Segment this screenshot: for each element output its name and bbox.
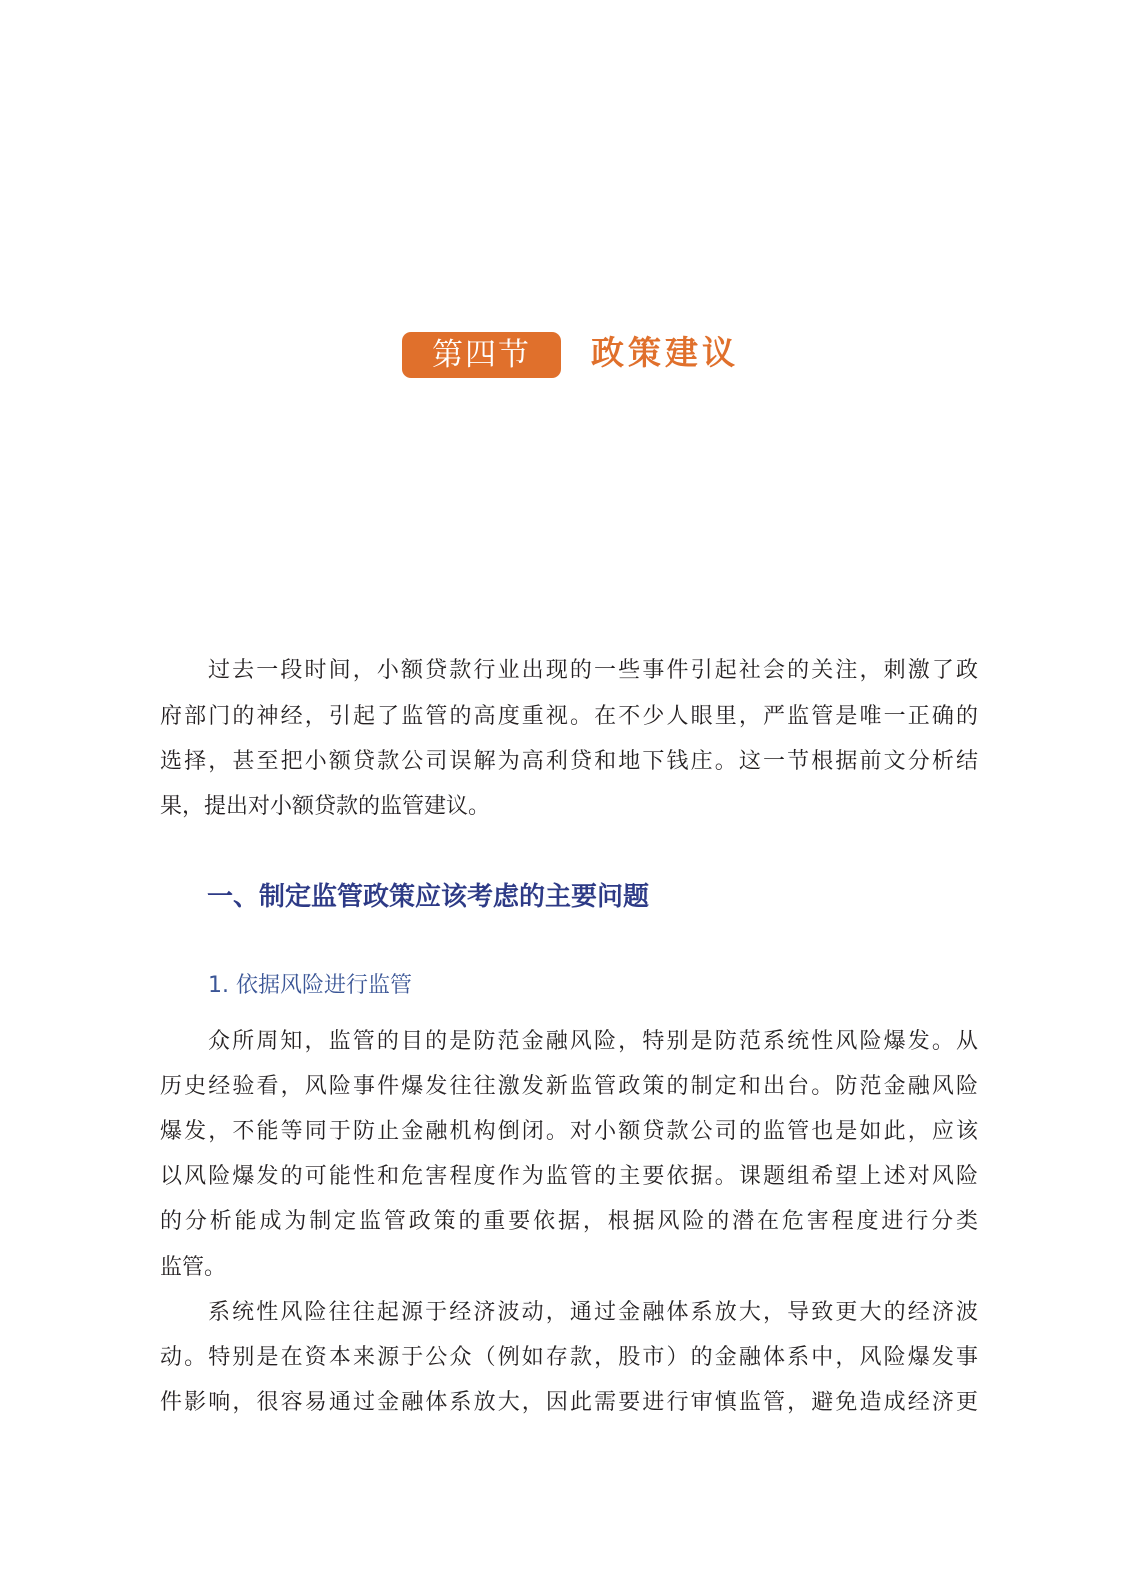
paragraph-line: 果，提出对小额贷款的监管建议。 [160,794,491,819]
paragraph-line: 选择，甚至把小额贷款公司误解为高利贷和地下钱庄。这一节根据前文分析结 [160,749,978,774]
paragraph-line: 的分析能成为制定监管政策的重要依据，根据风险的潜在危害程度进行分类 [160,1209,978,1234]
heading-level-3: 1. 依据风险进行监管 [208,973,412,998]
paragraph-line: 件影响，很容易通过金融体系放大，因此需要进行审慎监管，避免造成经济更 [160,1390,978,1415]
paragraph-line: 府部门的神经，引起了监管的高度重视。在不少人眼里，严监管是唯一正确的 [160,704,978,729]
paragraph-line: 系统性风险往往起源于经济波动，通过金融体系放大，导致更大的经济波 [208,1300,978,1325]
section-title: 政策建议 [591,333,739,372]
section-number-badge: 第四节 [402,332,561,378]
paragraph-line: 监管。 [160,1255,227,1280]
heading-level-2: 一、制定监管政策应该考虑的主要问题 [207,882,650,912]
paragraph-line: 众所周知，监管的目的是防范金融风险，特别是防范系统性风险爆发。从 [208,1029,978,1054]
paragraph-line: 以风险爆发的可能性和危害程度作为监管的主要依据。课题组希望上述对风险 [160,1164,978,1189]
paragraph-line: 过去一段时间，小额贷款行业出现的一些事件引起社会的关注，刺激了政 [208,658,978,683]
paragraph-line: 爆发，不能等同于防止金融机构倒闭。对小额贷款公司的监管也是如此，应该 [160,1119,978,1144]
paragraph-line: 动。特别是在资本来源于公众（例如存款，股市）的金融体系中，风险爆发事 [160,1345,978,1370]
paragraph-line: 历史经验看，风险事件爆发往往激发新监管政策的制定和出台。防范金融风险 [160,1074,978,1099]
